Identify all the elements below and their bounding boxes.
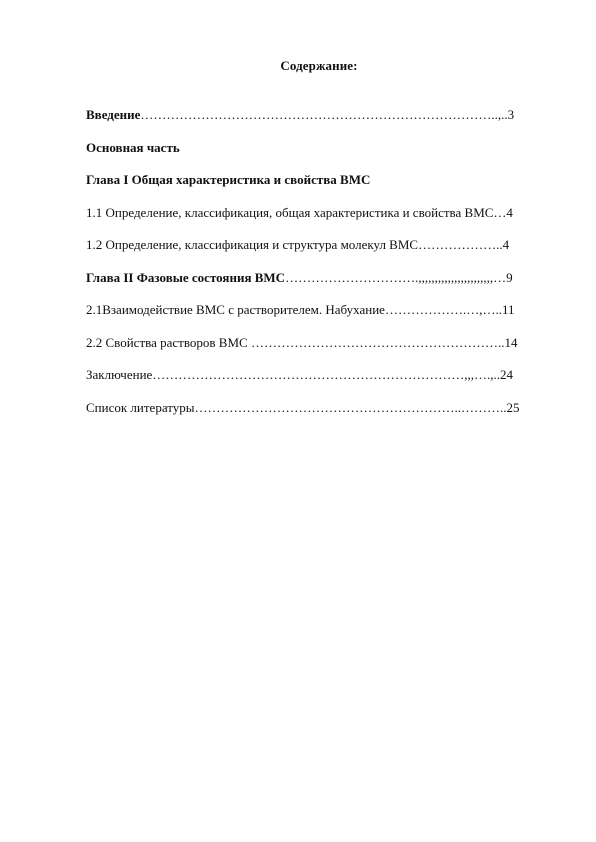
toc-entry-leader: … (493, 204, 507, 220)
toc-entry-title: 2.2 Свойства растворов ВМС (86, 334, 251, 350)
toc-entry-main-part (86, 139, 548, 172)
toc-entry-page: 25 (506, 399, 520, 415)
toc-entry-section-2-1 (86, 301, 548, 334)
toc-entry-chapter-1 (86, 171, 548, 204)
toc-entry-page: 14 (504, 334, 518, 350)
toc-entry-page: 9 (506, 269, 513, 285)
toc-entry-page: 3 (507, 107, 515, 122)
toc-entry-page: 4 (506, 204, 513, 220)
toc-entry-section-1-1 (86, 204, 548, 237)
toc-entry-title: Глава I Общая характеристика и свойства ВМС (86, 172, 371, 187)
toc-heading: Содержание: (280, 58, 358, 73)
toc-entry-introduction (86, 106, 548, 139)
toc-entry-title: Список литературы (86, 399, 195, 415)
toc-entry-section-1-2 (86, 236, 548, 269)
toc-entry-title: Основная часть (86, 139, 180, 155)
toc-entry-leader: ……………….…,….. (384, 302, 502, 317)
toc-entry-leader: ……………………………………………………..……….. (194, 399, 507, 415)
toc-entry-leader: ………………………….,,,,,,,,,,,,,,,,,,,,,,,… (285, 269, 507, 285)
toc-entry-references (86, 399, 548, 432)
toc-entry-title: 1.1 Определение, классификация, общая характеристика и свойства ВМС (86, 204, 494, 220)
toc-entry-page: 4 (502, 237, 510, 252)
toc-entry-title: Введение (86, 107, 141, 122)
toc-entry-section-2-2 (86, 334, 548, 367)
table-of-contents (86, 106, 548, 431)
toc-entry-leader: ………………………………………………….. (250, 334, 505, 350)
toc-entry-title: Глава II Фазовые состояния ВМС (86, 269, 286, 285)
toc-entry-leader: ………………………………………………………………,,,….,.. (152, 367, 501, 382)
toc-entry-title: 2.1Взаимодействие ВМС с растворителем. Набухание (86, 302, 385, 317)
toc-entry-page: 24 (500, 367, 514, 382)
toc-entry-chapter-2 (86, 269, 548, 302)
toc-entry-conclusion (86, 366, 548, 399)
toc-entry-title: 1.2 Определение, классификация и структура молекул ВМС (86, 237, 419, 252)
toc-entry-leader: ……………….. (418, 237, 503, 252)
toc-entry-page: 11 (501, 302, 515, 317)
toc-entry-title: Заключение (86, 367, 153, 382)
toc-entry-leader: ………………………………………………………………………..,.. (140, 107, 508, 122)
